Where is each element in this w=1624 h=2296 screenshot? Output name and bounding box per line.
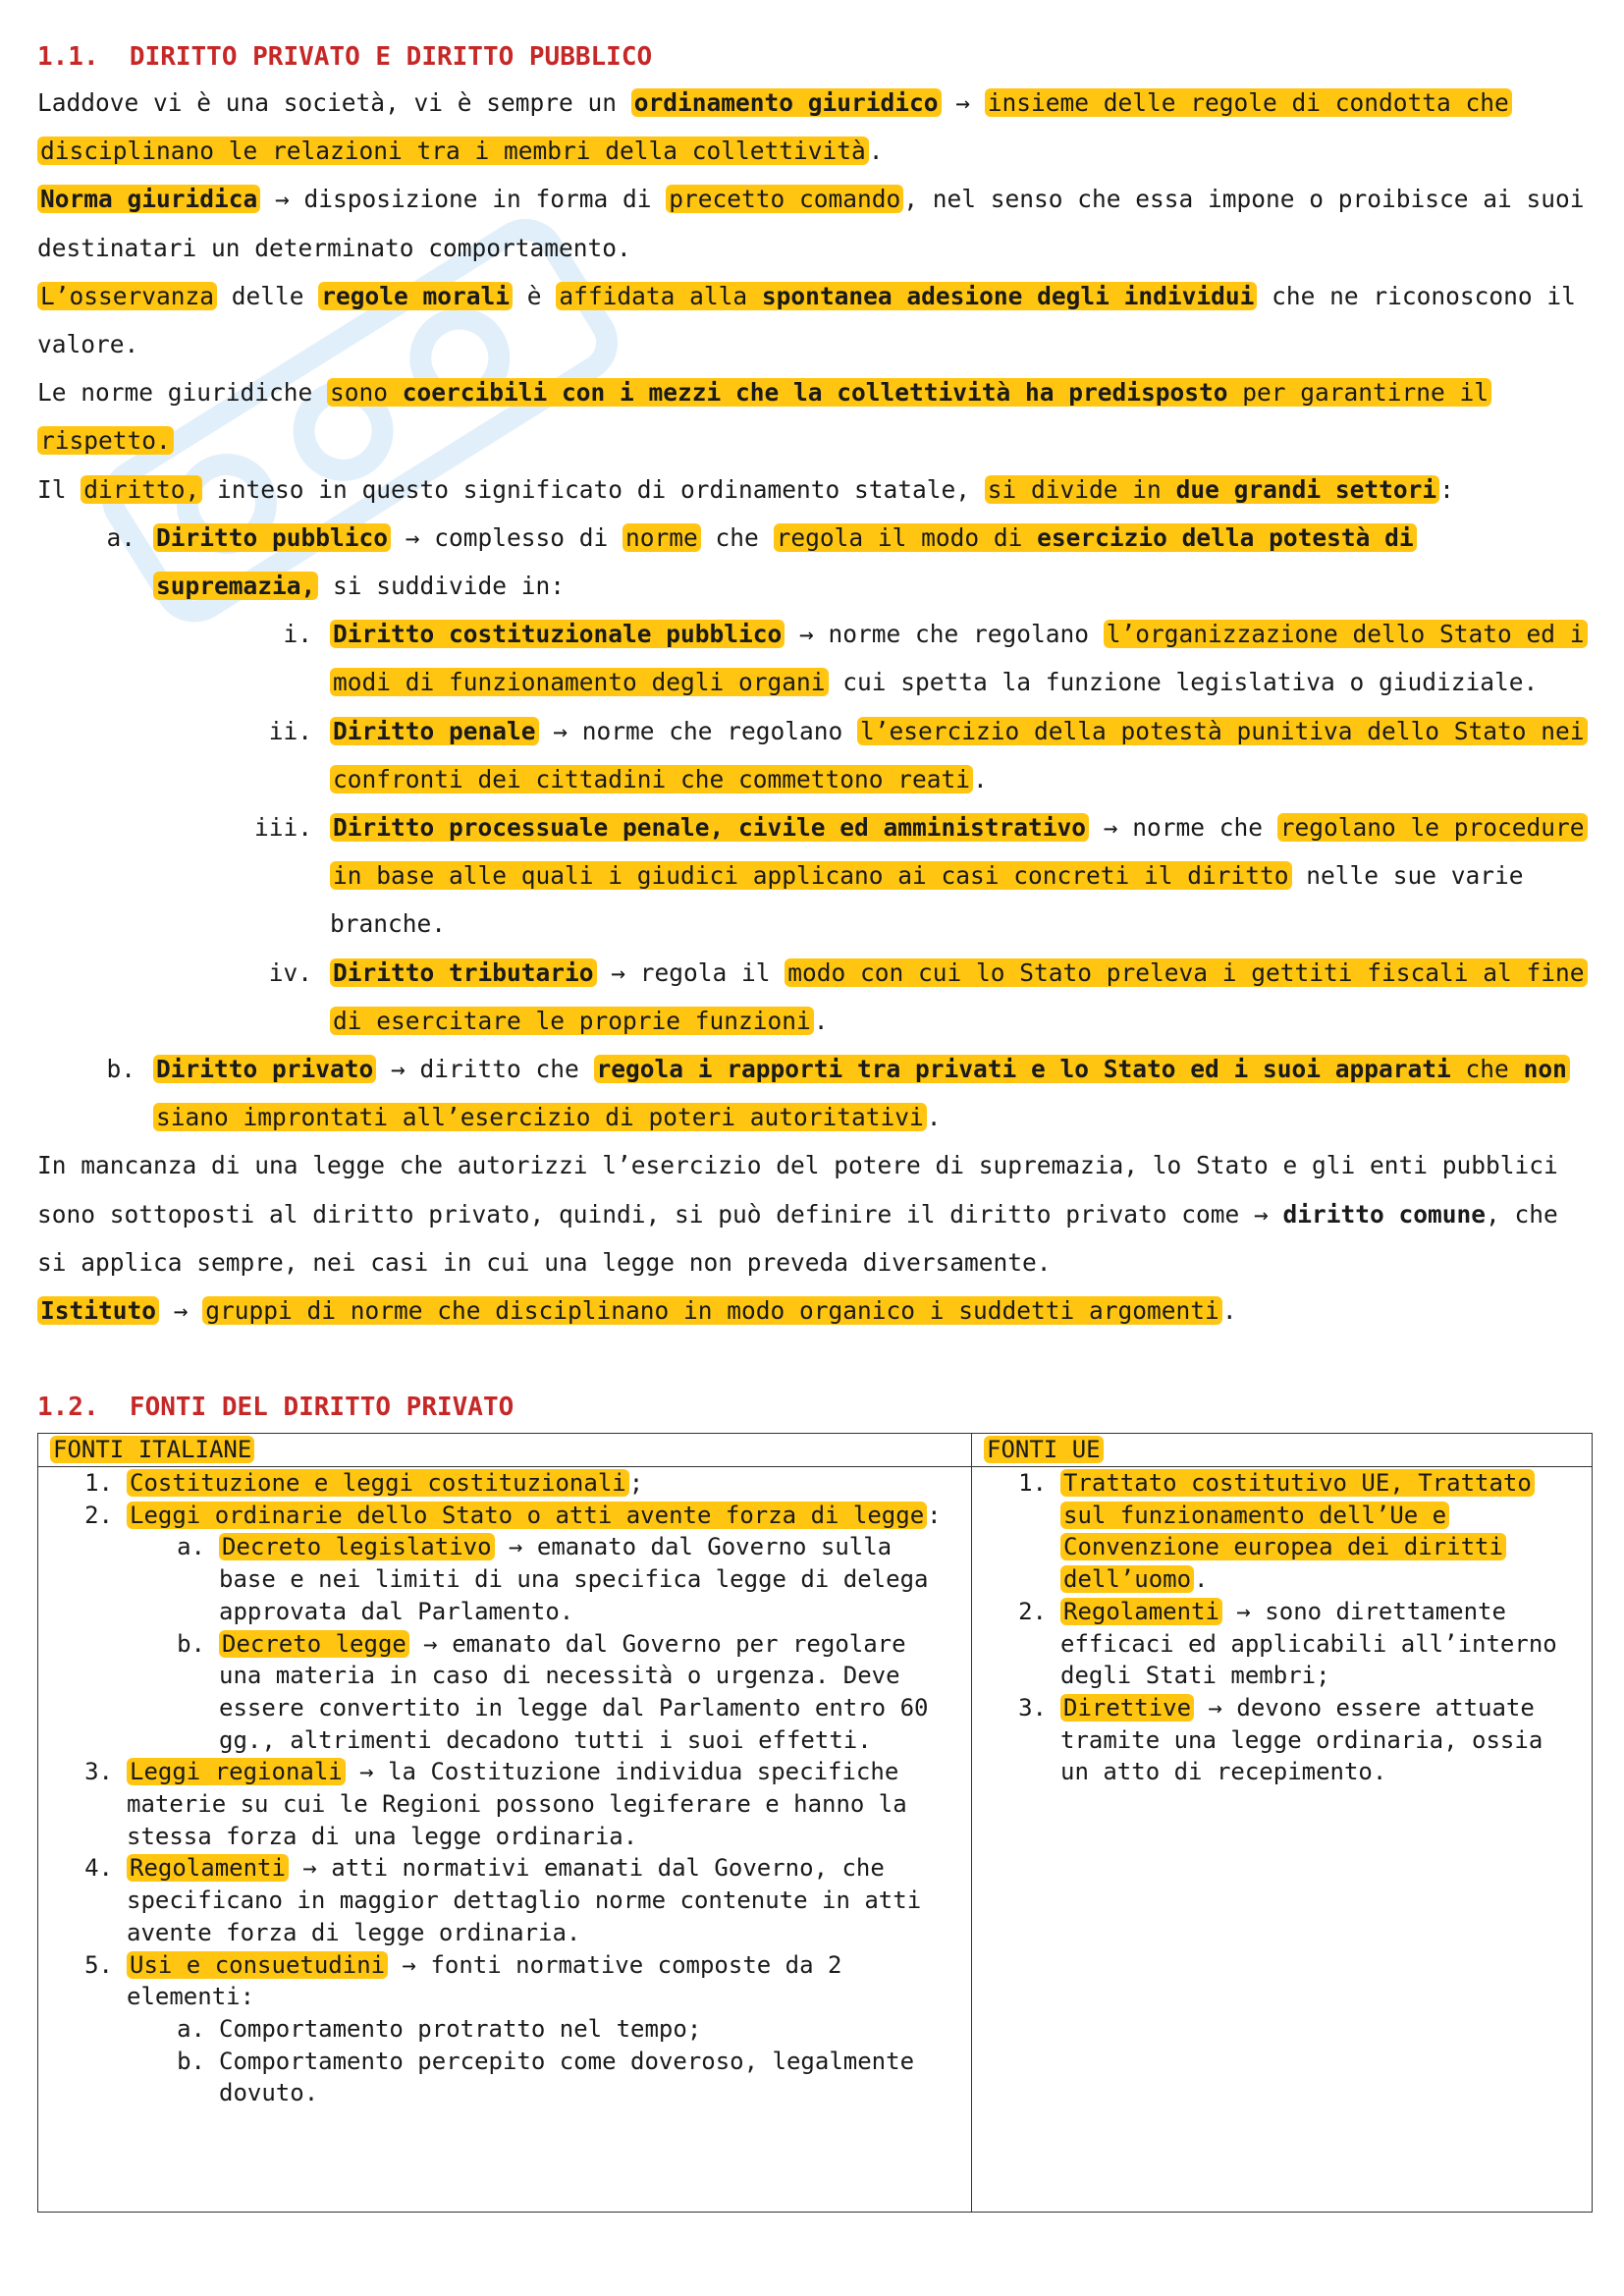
list-item: 2. Regolamenti → sono direttamente efficaci ed applicabili all’interno degli Stati membri; [1018,1597,1557,1690]
paragraph-istituto: Istituto → gruppi di norme che disciplinano in modo organico i suddetti argomenti . [37,1286,1589,1335]
list-item: a. Comportamento protratto nel tempo; [177,2014,702,2043]
paragraph-diritto-settori: Il diritto, inteso in questo significato di ordinamento statale, si divide in due grandi settori : [37,474,1454,504]
list-item: 3. Leggi regionali → la Costituzione individua specifiche materie su cui le Regioni possono legiferare e hanno la stessa forza di una legge ordinaria. [84,1758,907,1850]
column-header-fonti-ue: FONTI UE [972,1434,1593,1467]
list-item: b. Comportamento percepito come doveroso, legalmente dovuto. [177,2047,915,2107]
table-row [38,1466,1593,2212]
paragraph-regole-morali: L’osservanza delle regole morali è affidata alla spontanea adesione degli individui che ne riconoscono il valore. [37,281,1576,359]
list-item-diritto-privato: b. Diritto privato → diritto che regola i rapporti tra privati e lo Stato ed i suoi apparati che non siano improntati all’esercizio di poteri autoritativi . [82,1045,1589,1141]
sources-table [37,1433,1593,2213]
list-item-penale: ii. Diritto penale → norme che regolano l’esercizio della potestà punitiva dello Stato nei confronti dei cittadini che commettono reati . [222,707,1589,803]
list-item: 5. Usi e consuetudini → fonti normative composte da 2 elementi: [84,1950,842,2011]
paragraph-diritto-comune: In mancanza di una legge che autorizzi l’esercizio del potere di supremazia, lo Stato e gli enti pubblici sono sottoposti al diritto privato, quindi, si può definire il diritto privato come → diritto comune, che si applica sempre, nei casi in cui una legge non preveda diversamente. [37,1151,1558,1277]
list-item-tributario: iv. Diritto tributario → regola il modo con cui lo Stato preleva i gettiti fiscali al fine di esercitare le proprie funzioni . [222,949,1589,1045]
list-item: b. Decreto legge → emanato dal Governo per regolare una materia in caso di necessità o urgenza. Deve essere convertito in legge dal Parlamento entro 60 gg., altrimenti decadono tutti i suoi effetti. [177,1629,929,1754]
table-header-row [38,1434,1593,1467]
paragraph-norma-giuridica: Norma giuridica → disposizione in forma di precetto comando , nel senso che essa impone o proibisce ai suoi destinatari un determinato comportamento. [37,185,1585,262]
list-item-processuale: iii. Diritto processuale penale, civile ed amministrativo → norme che regolano le procedure in base alle quali i giudici applicano ai casi concreti il diritto nelle sue varie branche. [222,803,1589,949]
list-item: a. Decreto legislativo → emanato dal Governo sulla base e nei limiti di una specifica legge di delega approvata dal Parlamento. [177,1533,929,1625]
cell-fonti-italiane [38,1466,972,2212]
list-item: 1. Trattato costitutivo UE, Trattato sul funzionamento dell’Ue e Convenzione europea dei diritti dell’uomo . [1003,1467,1580,1596]
list-item: 2. Leggi ordinarie dello Stato o atti avente forza di legge : [84,1501,942,1529]
document-page [37,35,1589,2213]
column-header-fonti-italiane: FONTI ITALIANE [38,1434,972,1467]
section-title-fonti: 1.2. FONTI DEL DIRITTO PRIVATO [37,1393,514,1423]
paragraph-ordinamento: Laddove vi è una società, vi è sempre un ordinamento giuridico → insieme delle regole di condotta che disciplinano le relazioni tra i membri della collettività . [37,79,1589,175]
list-item: 3. Direttive → devono essere attuate tramite una legge ordinaria, ossia un atto di recepimento. [1018,1693,1543,1786]
list-item-costituzionale: i. Diritto costituzionale pubblico → norme che regolano l’organizzazione dello Stato ed i modi di funzionamento degli organi cui spetta la funzione legislativa o giudiziale. [222,610,1589,706]
list-item: 4. Regolamenti → atti normativi emanati dal Governo, che specificano in maggior dettaglio norme contenute in atti avente forza di legge ordinaria. [84,1854,922,1946]
paragraph-coercibili: Le norme giuridiche sono coercibili con i mezzi che la collettività ha predisposto per garantirne il rispetto. [37,368,1589,465]
list-item: 1. Costituzione e leggi costituzionali ; [84,1468,644,1497]
cell-fonti-ue [972,1466,1593,2212]
list-item-diritto-pubblico: a. Diritto pubblico → complesso di norme che regola il modo di esercizio della potestà di supremazia, si suddivide in: [82,514,1589,610]
section-title-diritto-privato-pubblico: 1.1. DIRITTO PRIVATO E DIRITTO PUBBLICO [37,42,653,72]
